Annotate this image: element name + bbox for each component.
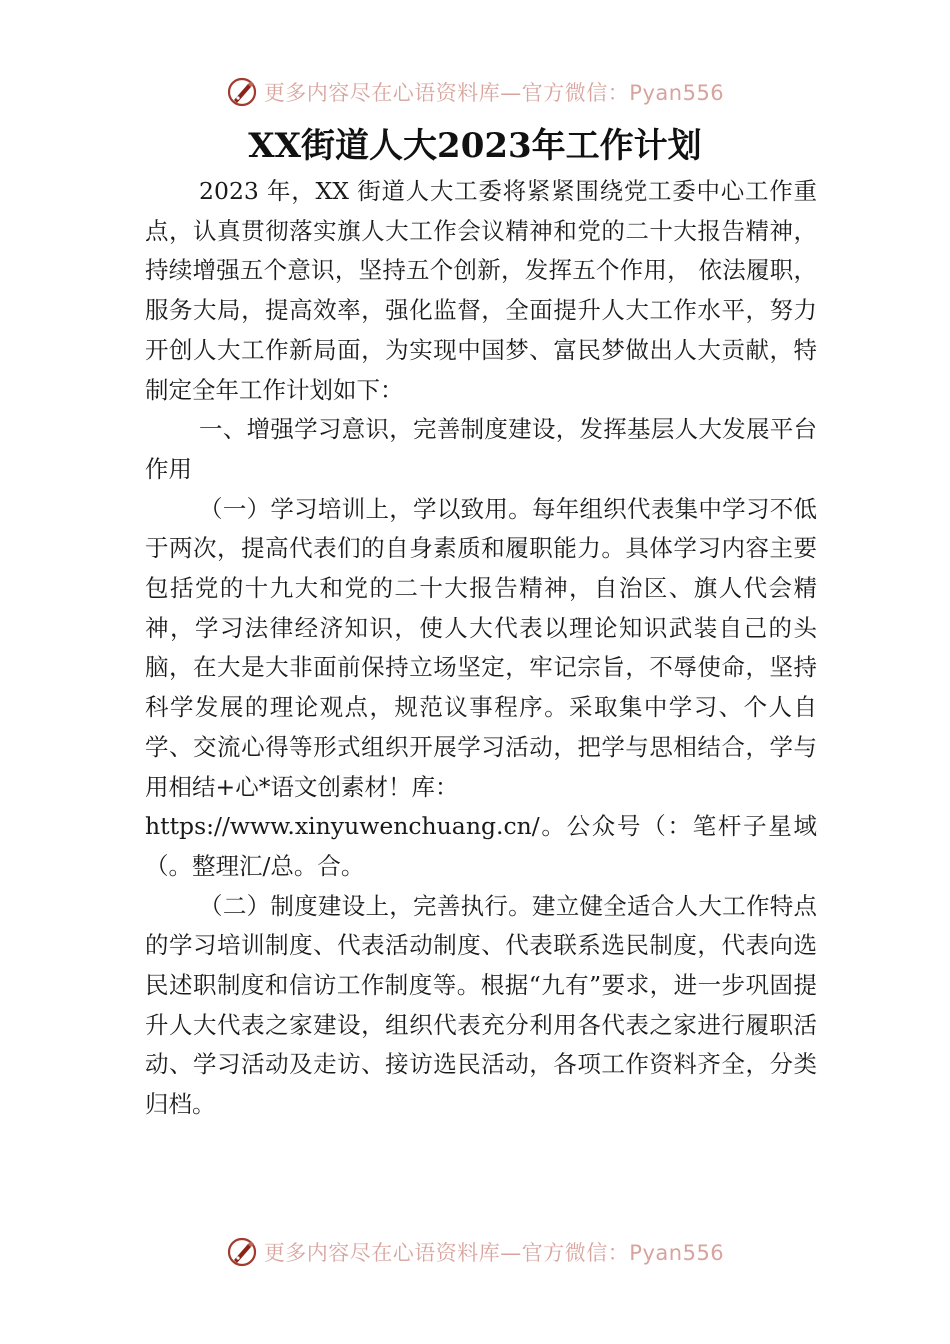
pen-nib-logo-icon xyxy=(226,1236,258,1268)
watermark-text: 更多内容尽在心语资料库—官方微信：Pyan556 xyxy=(263,1241,725,1265)
header-watermark-banner xyxy=(0,72,950,112)
subsection-system-paragraph: （二）制度建设上，完善执行。建立健全适合人大工作特点的学习培训制度、代表活动制度、代表联系选民制度，代表向选民述职制度和信访工作制度等。根据“九有”要求，进一步巩固提升人大代表之家建设，组织代表充分利用各代表之家进行履职活动、学习活动及走访、接访选民活动，各项工作资料齐全，分类归档。 xyxy=(145,891,817,1119)
document-body xyxy=(145,172,817,1125)
source-url-line: https://www.xinyuwenchuang.cn/。公众号（：笔杆子星域（。整理汇/总。合。 xyxy=(145,812,817,880)
section-heading: 一、增强学习意识，完善制度建设，发挥基层人大发展平台作用 xyxy=(145,415,817,483)
subsection-study-paragraph: （一）学习培训上，学以致用。每年组织代表集中学习不低于两次，提高代表们的自身素质和履职能力。具体学习内容主要包括党的十九大和党的二十大报告精神，自治区、旗人代会精神，学习法律经济知识，使人大代表以理论知识武装自己的头脑，在大是大非面前保持立场坚定，牢记宗旨，不辱使命，坚持科学发展的理论观点，规范议事程序。采取集中学习、个人自学、交流心得等形式组织开展学习活动，把学与思相结合，学与用相结+心*语文创素材！库： xyxy=(145,494,817,801)
document-title: XX街道人大2023年工作计划 xyxy=(248,126,702,166)
pen-nib-logo-icon xyxy=(226,76,258,108)
watermark-text: 更多内容尽在心语资料库—官方微信：Pyan556 xyxy=(263,81,725,105)
intro-paragraph: 2023 年，XX 街道人大工委将紧紧围绕党工委中心工作重点，认真贯彻落实旗人大工作会议精神和党的二十大报告精神，持续增强五个意识，坚持五个创新，发挥五个作用， 依法履职，服务大局，提高效率，强化监督，全面提升人大工作水平，努力开创人大工作新局面，为实现中国梦、富民梦做出人大贡献，特制定全年工作计划如下： xyxy=(145,177,817,404)
footer-watermark-banner xyxy=(0,1232,950,1272)
